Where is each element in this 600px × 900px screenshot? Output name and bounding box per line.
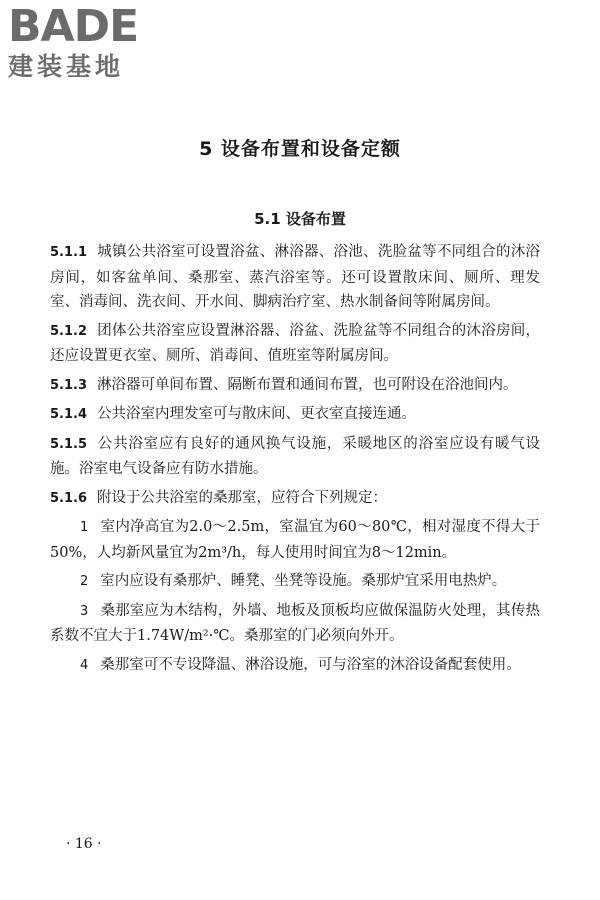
subitem-number: 4 (80, 657, 89, 673)
subitem-text: 桑那室应为木结构，外墙、地板及顶板均应做保温防火处理，其传热系数不宜大于1.74W/m²·℃。桑那室的门必须向外开。 (50, 602, 540, 644)
watermark-subtitle: 建装基地 (8, 52, 125, 81)
clause-text: 城镇公共浴室可设置浴盆、淋浴器、浴池、洗脸盆等不同组合的沐浴房间，如客盆单间、桑那室、蒸汽浴室等。还可设置散床间、厕所、理发室、消毒间、洗衣间、开水间、脚病治疗室、热水制备间等附属房间。 (50, 244, 540, 310)
clause-number: 5.1.5 (50, 436, 88, 452)
chapter-title: 5 设备布置和设备定额 (199, 138, 401, 160)
clause-5-1-3 (50, 373, 540, 399)
subitem-text: 室内净高宜为2.0～2.5m，室温宜为60～80℃，相对湿度不得大于50%，人均新风量宜为2m³/h，每人使用时间宜为8～12min。 (50, 519, 540, 561)
clause-number: 5.1.6 (50, 490, 88, 506)
clause-number: 5.1.1 (50, 245, 88, 260)
clause-text: 公共浴室内理发室可与散床间、更衣室直接连通。 (97, 406, 417, 422)
clause-text: 公共浴室应有良好的通风换气设施，采暖地区的浴室应设有暖气设施。浴室电气设备应有防水措施。 (50, 435, 540, 477)
watermark-brand: BADE (8, 1, 139, 52)
subitem-number: 1 (80, 520, 89, 535)
subitem-1 (50, 515, 540, 565)
subitem-text: 室内应设有桑那炉、睡凳、坐凳等设施。桑那炉宜采用电热炉。 (100, 573, 507, 589)
clause-text: 附设于公共浴室的桑那室，应符合下列规定： (97, 489, 388, 506)
document-body (50, 240, 540, 682)
clause-text: 团体公共浴室应设置淋浴器、浴盆、洗脸盆等不同组合的沐浴房间，还应设置更衣室、厕所、消毒间、值班室等附属房间。 (50, 322, 540, 364)
subitem-3 (50, 599, 540, 649)
clause-5-1-4 (50, 402, 540, 428)
page-number: · 16 · (66, 836, 102, 852)
subitem-number: 2 (80, 574, 89, 589)
subitem-2 (50, 569, 540, 595)
clause-text: 淋浴器可单间布置、隔断布置和通间布置，也可附设在浴池间内。 (97, 376, 518, 393)
clause-5-1-2 (50, 319, 540, 369)
subitem-4 (50, 653, 540, 679)
clause-number: 5.1.3 (50, 377, 88, 393)
clause-5-1-5 (50, 432, 540, 482)
clause-number: 5.1.4 (50, 407, 88, 422)
clause-number: 5.1.2 (50, 323, 88, 339)
clause-5-1-1 (50, 240, 540, 315)
clause-5-1-6 (50, 486, 540, 512)
section-title: 5.1 设备布置 (254, 210, 346, 228)
watermark-logo (8, 1, 178, 82)
subitem-text: 桑那室可不专设降温、淋浴设施，可与浴室的沐浴设备配套使用。 (100, 656, 521, 673)
subitem-number: 3 (80, 603, 89, 619)
